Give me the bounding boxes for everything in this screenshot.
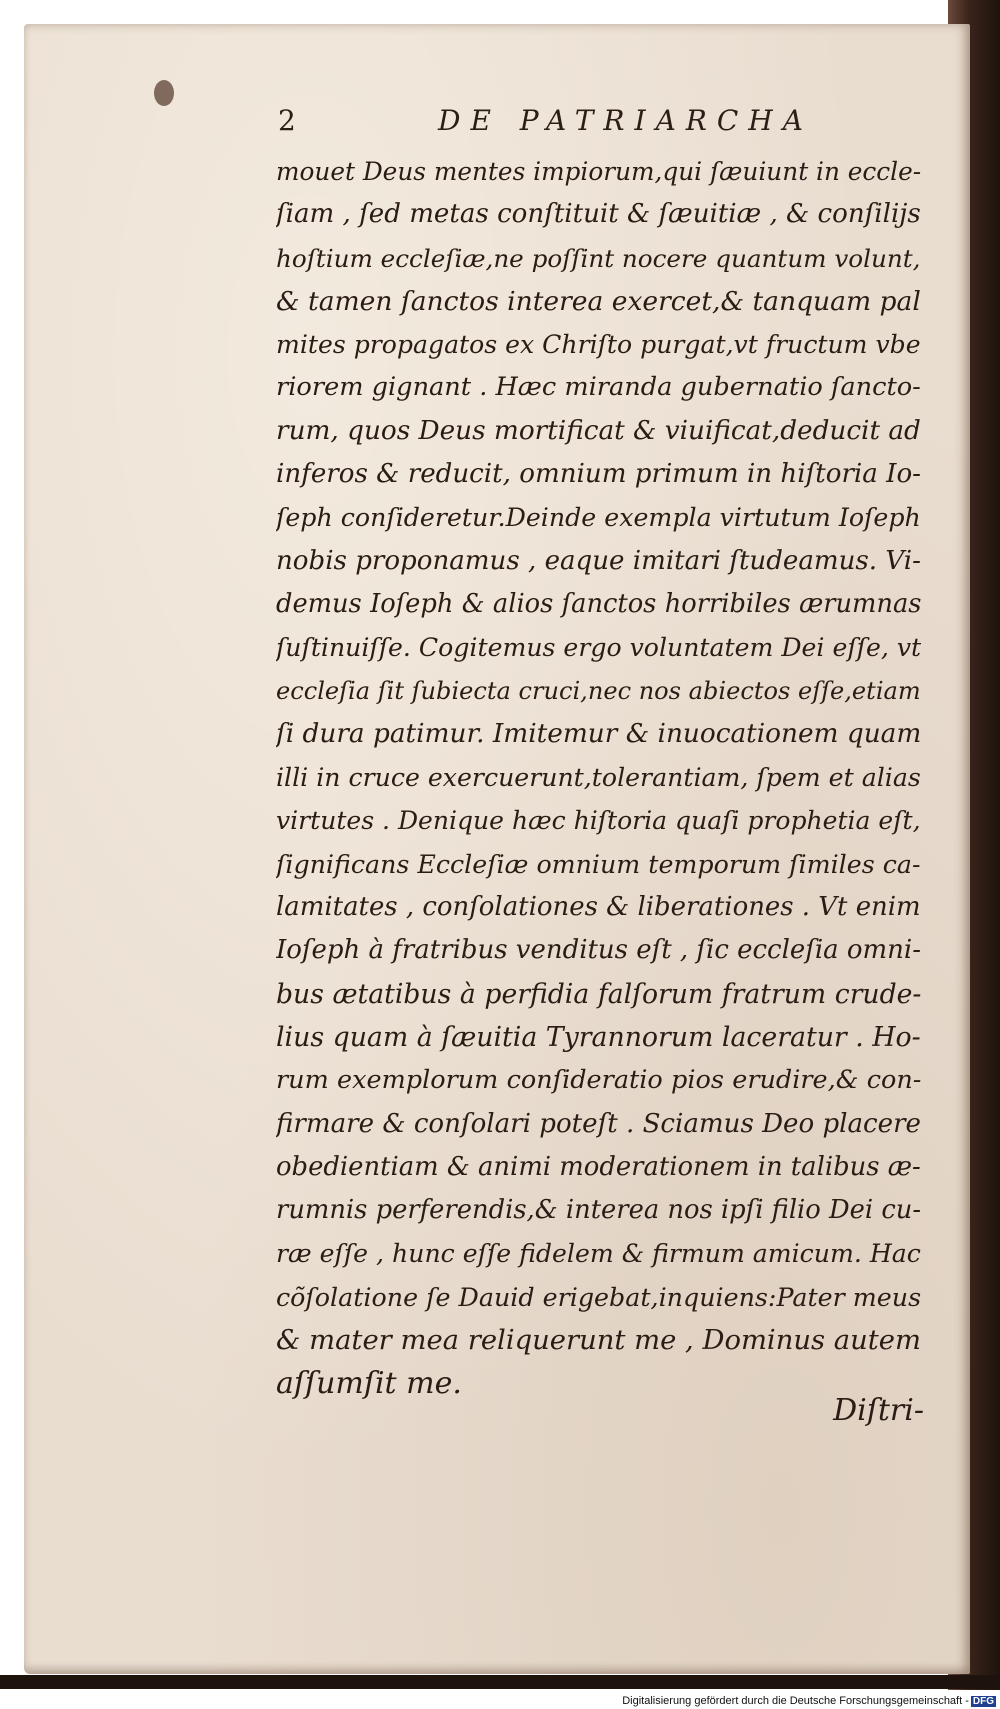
text-line: Ioſeph à fratribus venditus eſt , ſic eccleſia omni- [276,935,921,966]
text-line: virtutes . Denique hæc hiſtoria quaſi prophetia eſt, [276,806,921,836]
text-line: rum exemplorum conſideratio pios erudire,& con- [276,1065,921,1096]
text-line: lamitates , conſolationes & liberationes . Vt enim [276,892,921,923]
text-line: ſeph conſideretur.Deinde exempla virtutum Ioſeph [276,503,921,533]
text-line: nobis proponamus , eaque imitari ſtudeamus. Vi- [276,545,921,576]
text-line: inferos & reducit, omnium primum in hiſtoria Io- [276,459,921,490]
digitization-credit [622,1695,996,1707]
text-line: eccleſia ſit ſubiecta cruci,nec nos abiectos eſſe,etiam [276,676,921,705]
text-line: ræ eſſe , hunc eſſe fidelem & firmum amicum. Hac [276,1239,921,1269]
catchword: Diſtri- [833,1393,924,1428]
text-line: ſiam , ſed metas conſtituit & ſæuitiæ , & conſilijs [276,199,921,230]
text-line: mites propagatos ex Chriſto purgat,vt fructum vbe [276,330,921,360]
page-number: 2 [278,104,296,137]
text-line: bus ætatibus à perfidia falſorum fratrum crude- [276,978,921,1010]
text-line: hoſtium eccleſiæ,ne poſſint nocere quantum volunt, [276,243,921,273]
ink-stain [154,80,174,106]
text-line: ſuſtinuiſſe. Cogitemus ergo voluntatem Dei eſſe, vt [276,633,921,663]
text-line: aſſumſit me. [276,1366,462,1402]
text-line: rum, quos Deus mortificat & viuificat,deducit ad [276,415,921,446]
header-title: DE PATRIARCHA [438,104,813,137]
dfg-logo: DFG [972,1695,994,1707]
text-line: riorem gignant . Hæc miranda gubernatio ſancto- [276,372,921,403]
text-line: & mater mea reliquerunt me , Dominus autem [276,1325,921,1357]
text-line: & tamen ſanctos interea exercet,& tanquam pal [276,285,921,317]
book-bottom-edge [0,1675,1000,1689]
text-line: obedientiam & animi moderationem in talibus æ- [276,1151,921,1182]
body-text [276,150,921,1406]
text-line: mouet Deus mentes impiorum,qui ſæuiunt in eccle- [276,157,921,186]
text-line: illi in cruce exercuerunt,tolerantiam, ſpem et alias [276,763,921,793]
text-line: lius quam à ſæuitia Tyrannorum laceratur . Ho- [276,1021,921,1053]
text-line: rumnis perferendis,& interea nos ipſi filio Dei cu- [276,1195,921,1226]
credit-text: Digitalisierung gefördert durch die Deutsche Forschungsgemeinschaft - [622,1695,969,1707]
text-line: cõſolatione ſe Dauid erigebat,inquiens:Pater meus [276,1281,921,1312]
text-line: ſi dura patimur. Imitemur & inuocationem quam [276,718,921,749]
text-line: demus Ioſeph & alios ſanctos horribiles ærumnas [276,588,921,619]
text-line: firmare & conſolari poteſt . Sciamus Deo placere [276,1108,921,1139]
running-head [278,104,918,144]
text-line: ſignificans Eccleſiæ omnium temporum ſimiles ca- [276,849,921,879]
